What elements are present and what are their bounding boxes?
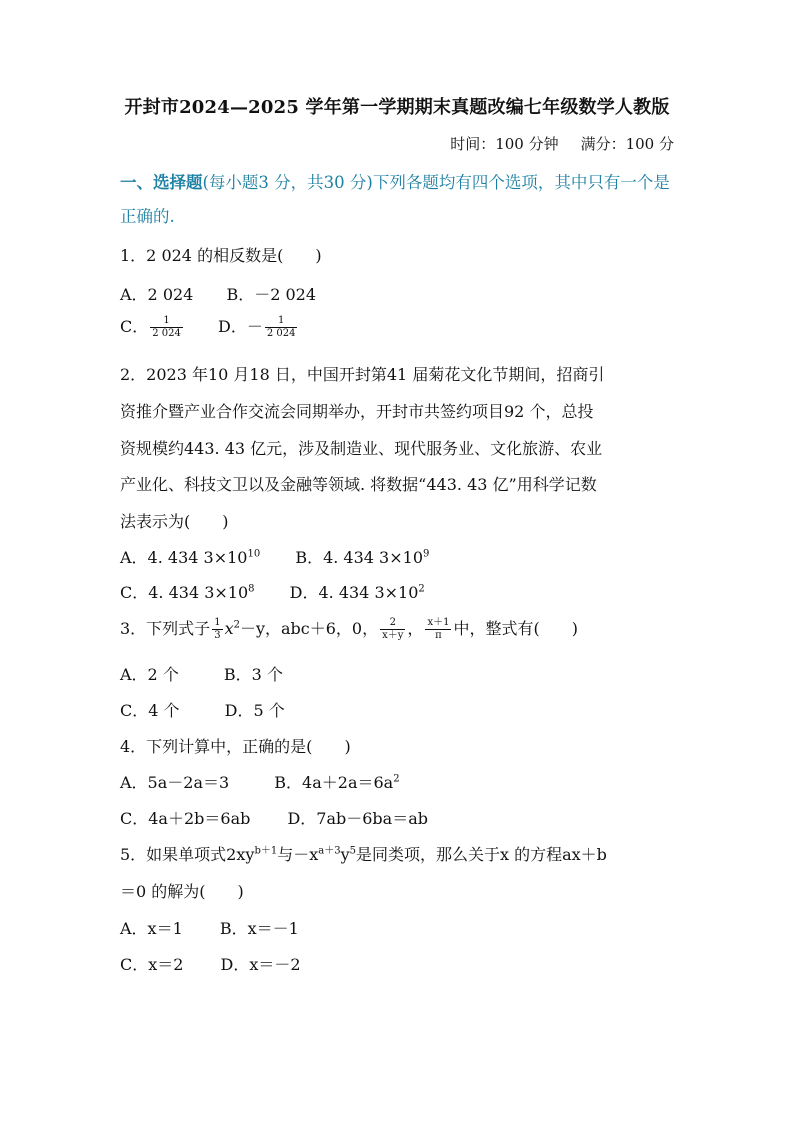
question-4-options-ab (120, 770, 400, 793)
option-d[interactable]: D．－ $\frac{1}{2 024}$ (217, 315, 296, 339)
question-1-options-ab (120, 282, 316, 305)
question-2-line-4: 产业化、科技文卫以及金融等领域. 将数据“443. 43 亿”用科学记数 (120, 475, 597, 494)
option-b[interactable]: B．$4a+2a=6a^2$ (274, 773, 400, 792)
fraction: $\frac{x+1}{\pi}$ (427, 617, 450, 641)
question-5-options-cd (120, 952, 301, 975)
full-score: 满分：100 分 (580, 135, 674, 153)
option-c[interactable]: C．4. 434 $3\times 10^8$ (120, 583, 255, 602)
option-c[interactable]: C．x＝2 (120, 955, 184, 974)
question-2-line-5: 法表示为( ) (120, 512, 229, 531)
option-c[interactable]: C．4a＋2b＝6ab (120, 809, 251, 828)
exam-meta (450, 133, 674, 154)
question-5-line-2: ＝0 的解为( ) (120, 882, 244, 901)
fraction: $\frac{1}{3}$ (214, 617, 221, 641)
question-1-options-cd (120, 314, 299, 340)
question-5-options-ab (120, 916, 299, 939)
section-label: 一、选择题 (120, 173, 203, 192)
option-b[interactable]: B．x＝－1 (219, 919, 299, 938)
option-a[interactable]: A．5a－2a＝3 (120, 773, 230, 792)
option-c[interactable]: C． $\frac{1}{2 024}$ (120, 315, 181, 339)
fraction: $\frac{1}{2 024}$ (152, 315, 181, 339)
option-a[interactable]: A．2 024 (120, 285, 194, 304)
question-3-stem: 3．下列式子 $\frac{1}{3}$ $x^2-y$，abc＋6，0， $\frac{2}{x+y}$ ， $\frac{x+1}{\pi}$ 中，整式有( ) (120, 617, 578, 641)
option-c[interactable]: C．4 个 (120, 701, 180, 720)
fraction: $\frac{2}{x+y}$ (382, 617, 404, 641)
option-a[interactable]: A．x＝1 (120, 919, 183, 938)
section-heading (120, 166, 680, 234)
question-2-line-2: 资推介暨产业合作交流会同期举办，开封市共签约项目92 个，总投 (120, 402, 594, 421)
question-3-options-cd (120, 698, 285, 721)
option-a[interactable]: A．4. 434 $3\times 10^{10}$ (120, 548, 261, 567)
question-2-options-ab (120, 545, 429, 568)
option-b[interactable]: B．－2 024 (226, 285, 317, 304)
question-2-options-cd (120, 580, 425, 603)
question-2-line-1: 2．2023 年10 月18 日，中国开封第41 届菊花文化节期间，招商引 (120, 365, 605, 384)
option-d[interactable]: D．5 个 (224, 701, 285, 720)
option-b[interactable]: B．4. 434 $3\times 10^9$ (295, 548, 430, 567)
question-4-stem: 4．下列计算中，正确的是( ) (120, 737, 351, 756)
question-2-line-3: 资规模约443. 43 亿元，涉及制造业、现代服务业、文化旅游、农业 (120, 439, 603, 458)
time-limit: 时间：100 分钟 (450, 135, 559, 153)
question-4-options-cd (120, 806, 428, 829)
question-5-line-1: 5．如果单项式$2xy^{b+1}$与$-x^{a+3}y^5$是同类项，那么关于x 的方程ax＋b (120, 845, 607, 864)
question-1-stem: 1．2 024 的相反数是( ) (120, 246, 322, 265)
page-title: 开封市2024—2025 学年第一学期期末真题改编七年级数学人教版 (124, 97, 670, 118)
option-d[interactable]: D．x＝－2 (220, 955, 301, 974)
question-3-options-ab (120, 662, 283, 685)
option-d[interactable]: D．7ab－6ba＝ab (287, 809, 428, 828)
option-b[interactable]: B．3 个 (223, 665, 283, 684)
option-a[interactable]: A．2 个 (120, 665, 179, 684)
section-instruction: (每小题3 分，共30 分)下列各题均有四个选项，其中只有一个是正确的. (120, 173, 670, 226)
option-d[interactable]: D．4. 434 $3\times 10^2$ (289, 583, 425, 602)
fraction: $\frac{1}{2 024}$ (266, 315, 296, 339)
